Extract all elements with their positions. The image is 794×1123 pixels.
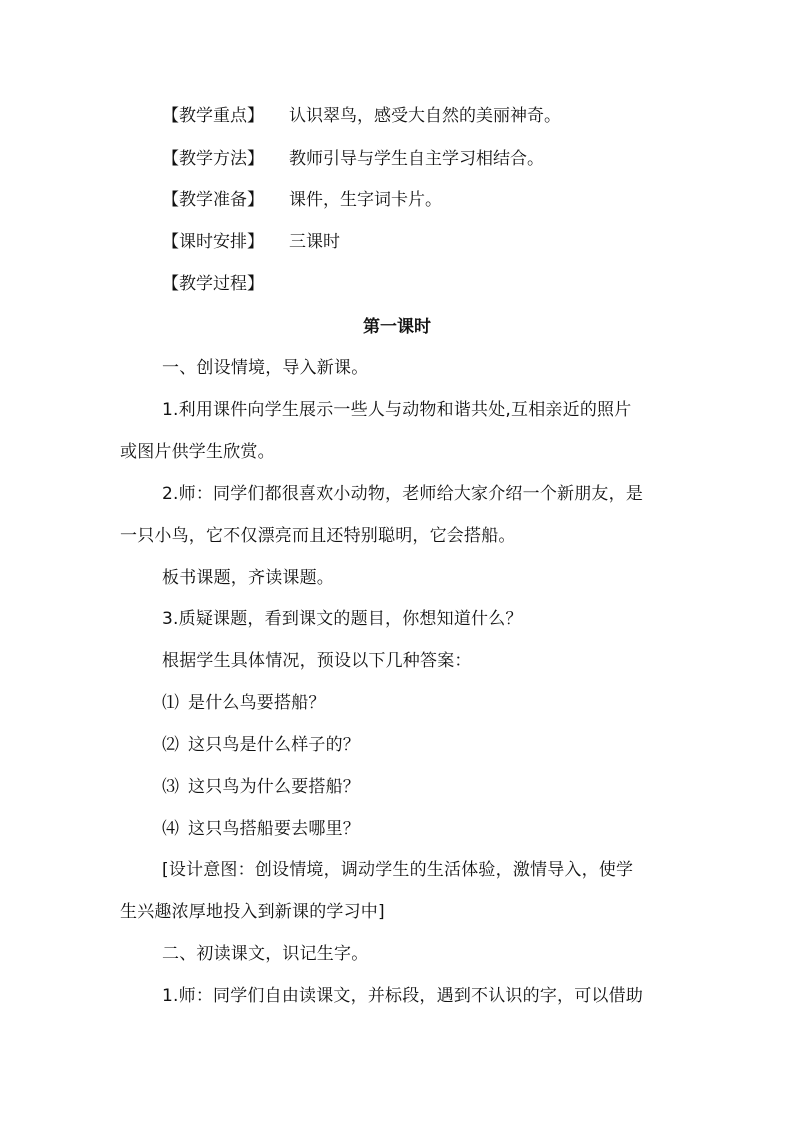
design-intent-line-1: [设计意图：创设情境，调动学生的生活体验，激情导入，使学 (162, 860, 634, 880)
schedule-label: 【课时安排】 (162, 232, 264, 252)
design-intent-line-2: 生兴趣浓厚地投入到新课的学习中] (120, 902, 385, 922)
section-two-title: 二、初读课文，识记生字。 (162, 944, 369, 964)
question-number: ⑴ (162, 693, 180, 713)
paragraph-2-line-1: 2.师：同学们都很喜欢小动物，老师给大家介绍一个新朋友，是 (162, 484, 644, 504)
section-one-title: 一、创设情境，导入新课。 (162, 358, 369, 378)
question-number: ⑵ (162, 735, 180, 755)
paragraph-1-line-2: 或图片供学生欣赏。 (120, 442, 275, 462)
lesson-title: 第一课时 (363, 317, 431, 337)
teaching-method-row (162, 147, 544, 171)
paragraph-6-line-1: 1.师：同学们自由读课文，并标段，遇到不认识的字，可以借助 (162, 986, 644, 1006)
question-item-3 (162, 775, 360, 799)
teaching-focus-row (162, 104, 561, 128)
question-text: 是什么鸟要搭船？ (188, 693, 326, 713)
teaching-focus-value: 认识翠鸟，感受大自然的美丽神奇。 (289, 106, 561, 126)
paragraph-3: 板书课题，齐读课题。 (162, 568, 334, 588)
process-row (162, 272, 289, 296)
question-text: 这只鸟是什么样子的？ (188, 735, 360, 755)
question-item-2 (162, 733, 360, 757)
schedule-value: 三课时 (289, 232, 340, 252)
schedule-row (162, 230, 340, 254)
question-text: 这只鸟搭船要去哪里？ (188, 819, 360, 839)
teaching-prep-label: 【教学准备】 (162, 190, 264, 210)
paragraph-5: 根据学生具体情况，预设以下几种答案： (162, 651, 472, 671)
teaching-prep-value: 课件，生字词卡片。 (289, 190, 442, 210)
teaching-method-value: 教师引导与学生自主学习相结合。 (289, 149, 544, 169)
teaching-method-label: 【教学方法】 (162, 149, 264, 169)
paragraph-4: 3.质疑课题，看到课文的题目，你想知道什么？ (162, 609, 523, 629)
question-number: ⑶ (162, 777, 180, 797)
process-label: 【教学过程】 (162, 274, 264, 294)
paragraph-1-line-1: 1.利用课件向学生展示一些人与动物和谐共处,互相亲近的照片 (162, 400, 632, 420)
question-text: 这只鸟为什么要搭船？ (188, 777, 360, 797)
question-item-4 (162, 817, 360, 841)
question-item-1 (162, 691, 326, 715)
paragraph-2-line-2: 一只小鸟，它不仅漂亮而且还特别聪明，它会搭船。 (120, 526, 516, 546)
teaching-focus-label: 【教学重点】 (162, 106, 264, 126)
teaching-prep-row (162, 188, 442, 212)
question-number: ⑷ (162, 819, 180, 839)
